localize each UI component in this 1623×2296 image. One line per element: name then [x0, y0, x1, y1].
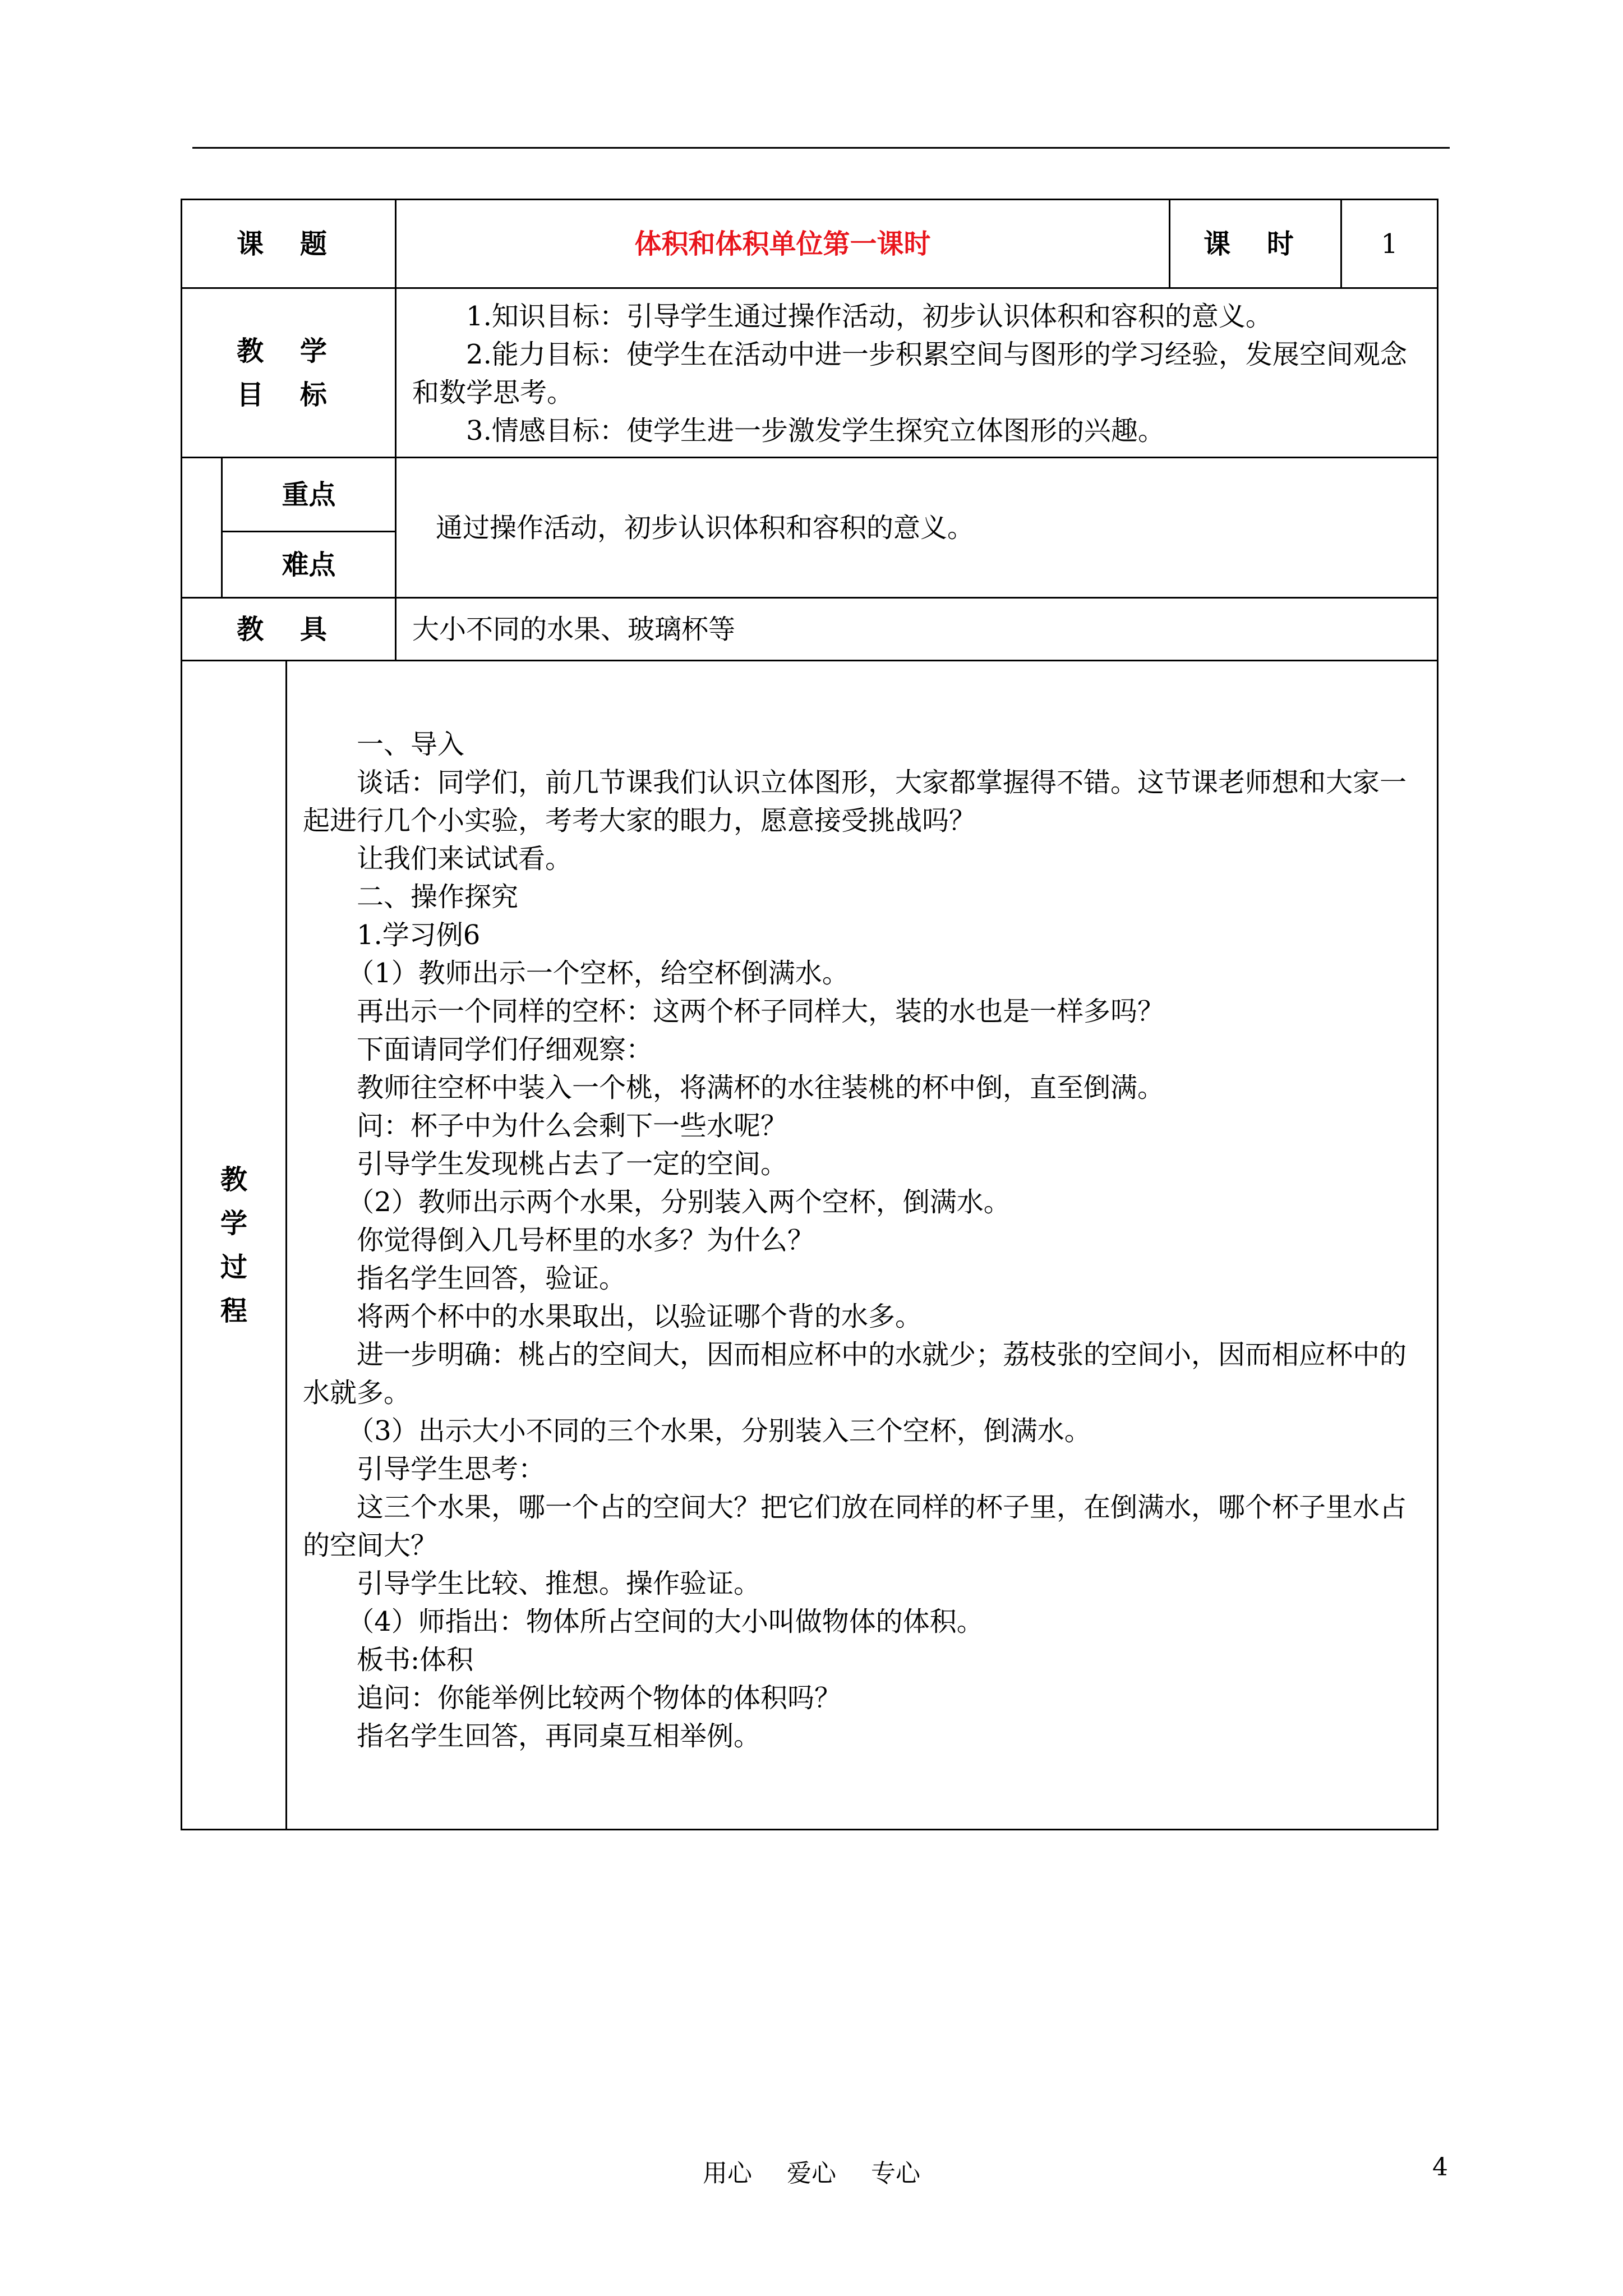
focus-content: 通过操作活动，初步认识体积和容积的意义。 — [396, 458, 1438, 598]
process-label — [182, 661, 287, 1830]
process-line: 你觉得倒入几号杯里的水多？为什么？ — [357, 1225, 815, 1256]
process-line: 进一步明确：桃占的空间大，因而相应杯中的水就少；荔枝张的空间小，因而相应杯中的水就多。 — [303, 1339, 1407, 1409]
process-line: 再出示一个同样的空杯：这两个杯子同样大，装的水也是一样多吗？ — [357, 996, 1165, 1027]
lesson-plan-table — [181, 199, 1438, 1830]
process-line: 教师往空杯中装入一个桃，将满杯的水往装桃的杯中倒，直至倒满。 — [357, 1072, 1165, 1103]
process-line: 1.学习例6 — [357, 919, 481, 951]
footer-motto-item: 用心 — [703, 2159, 752, 2188]
process-line: 指名学生回答，验证。 — [357, 1263, 626, 1294]
process-line: 这三个水果，哪一个占的空间大？把它们放在同样的杯子里，在倒满水，哪个杯子里水占的空间大？ — [303, 1492, 1407, 1561]
goals-row — [182, 288, 1438, 458]
process-line: 让我们来试试看。 — [357, 843, 573, 875]
footer-motto — [0, 2153, 1623, 2189]
process-line: （2）教师出示两个水果，分别装入两个空杯，倒满水。 — [347, 1186, 1011, 1218]
goals-label — [182, 288, 396, 458]
process-label-char: 学 — [220, 1207, 247, 1239]
process-content — [287, 661, 1438, 1830]
process-line: 引导学生比较、推想。操作验证。 — [357, 1568, 761, 1599]
process-line: 问：杯子中为什么会剩下一些水呢？ — [357, 1110, 788, 1142]
key-point-row — [182, 458, 1438, 532]
process-label-char: 教 — [220, 1163, 247, 1195]
goal-item: 3.情感目标：使学生进一步激发学生探究立体图形的兴趣。 — [466, 415, 1165, 447]
process-line: 谈话：同学们，前几节课我们认识立体图形，大家都掌握得不错。这节课老师想和大家一起进行几个小实验，考考大家的眼力，愿意接受挑战吗？ — [303, 767, 1407, 836]
period-value: 1 — [1341, 200, 1438, 288]
process-line: 板书:体积 — [357, 1644, 474, 1676]
process-line: （3）出示大小不同的三个水果，分别装入三个空杯，倒满水。 — [347, 1415, 1091, 1447]
page-number: 4 — [1432, 2153, 1448, 2182]
process-label-char: 程 — [220, 1295, 247, 1327]
footer-motto-item: 爱心 — [787, 2159, 836, 2188]
goals-label-line2: 目 标 — [237, 379, 340, 411]
process-line: 引导学生发现桃占去了一定的空间。 — [357, 1148, 788, 1180]
process-line: 追问：你能举例比较两个物体的体积吗？ — [357, 1682, 842, 1714]
process-line: 一、导入 — [357, 729, 465, 760]
process-row — [182, 661, 1438, 1830]
lesson-title: 体积和体积单位第一课时 — [396, 200, 1170, 288]
key-point-label: 重点 — [222, 458, 396, 532]
focus-spacer — [182, 458, 222, 598]
goals-content — [396, 288, 1438, 458]
period-label: 课 时 — [1170, 200, 1341, 288]
goal-item: 1.知识目标：引导学生通过操作活动，初步认识体积和容积的意义。 — [466, 300, 1272, 332]
process-line: 引导学生思考： — [357, 1453, 546, 1485]
tools-label: 教 具 — [182, 598, 396, 661]
footer-motto-item: 专心 — [871, 2159, 920, 2188]
process-line: 二、操作探究 — [357, 881, 519, 913]
tools-content: 大小不同的水果、玻璃杯等 — [396, 598, 1438, 661]
process-line: 将两个杯中的水果取出，以验证哪个背的水多。 — [357, 1301, 923, 1332]
goals-label-line1: 教 学 — [237, 335, 340, 367]
goal-item: 2.能力目标：使学生在活动中进一步积累空间与图形的学习经验，发展空间观念和数学思考。 — [412, 338, 1407, 408]
topic-label: 课 题 — [182, 200, 396, 288]
tools-row — [182, 598, 1438, 661]
process-line: （4）师指出：物体所占空间的大小叫做物体的体积。 — [347, 1606, 984, 1637]
difficulty-label: 难点 — [222, 532, 396, 598]
process-label-char: 过 — [220, 1251, 247, 1283]
title-row — [182, 200, 1438, 288]
process-line: 下面请同学们仔细观察： — [357, 1034, 653, 1065]
process-line: （1）教师出示一个空杯，给空杯倒满水。 — [347, 958, 849, 989]
header-rule — [192, 147, 1450, 149]
process-line: 指名学生回答，再同桌互相举例。 — [357, 1720, 761, 1752]
